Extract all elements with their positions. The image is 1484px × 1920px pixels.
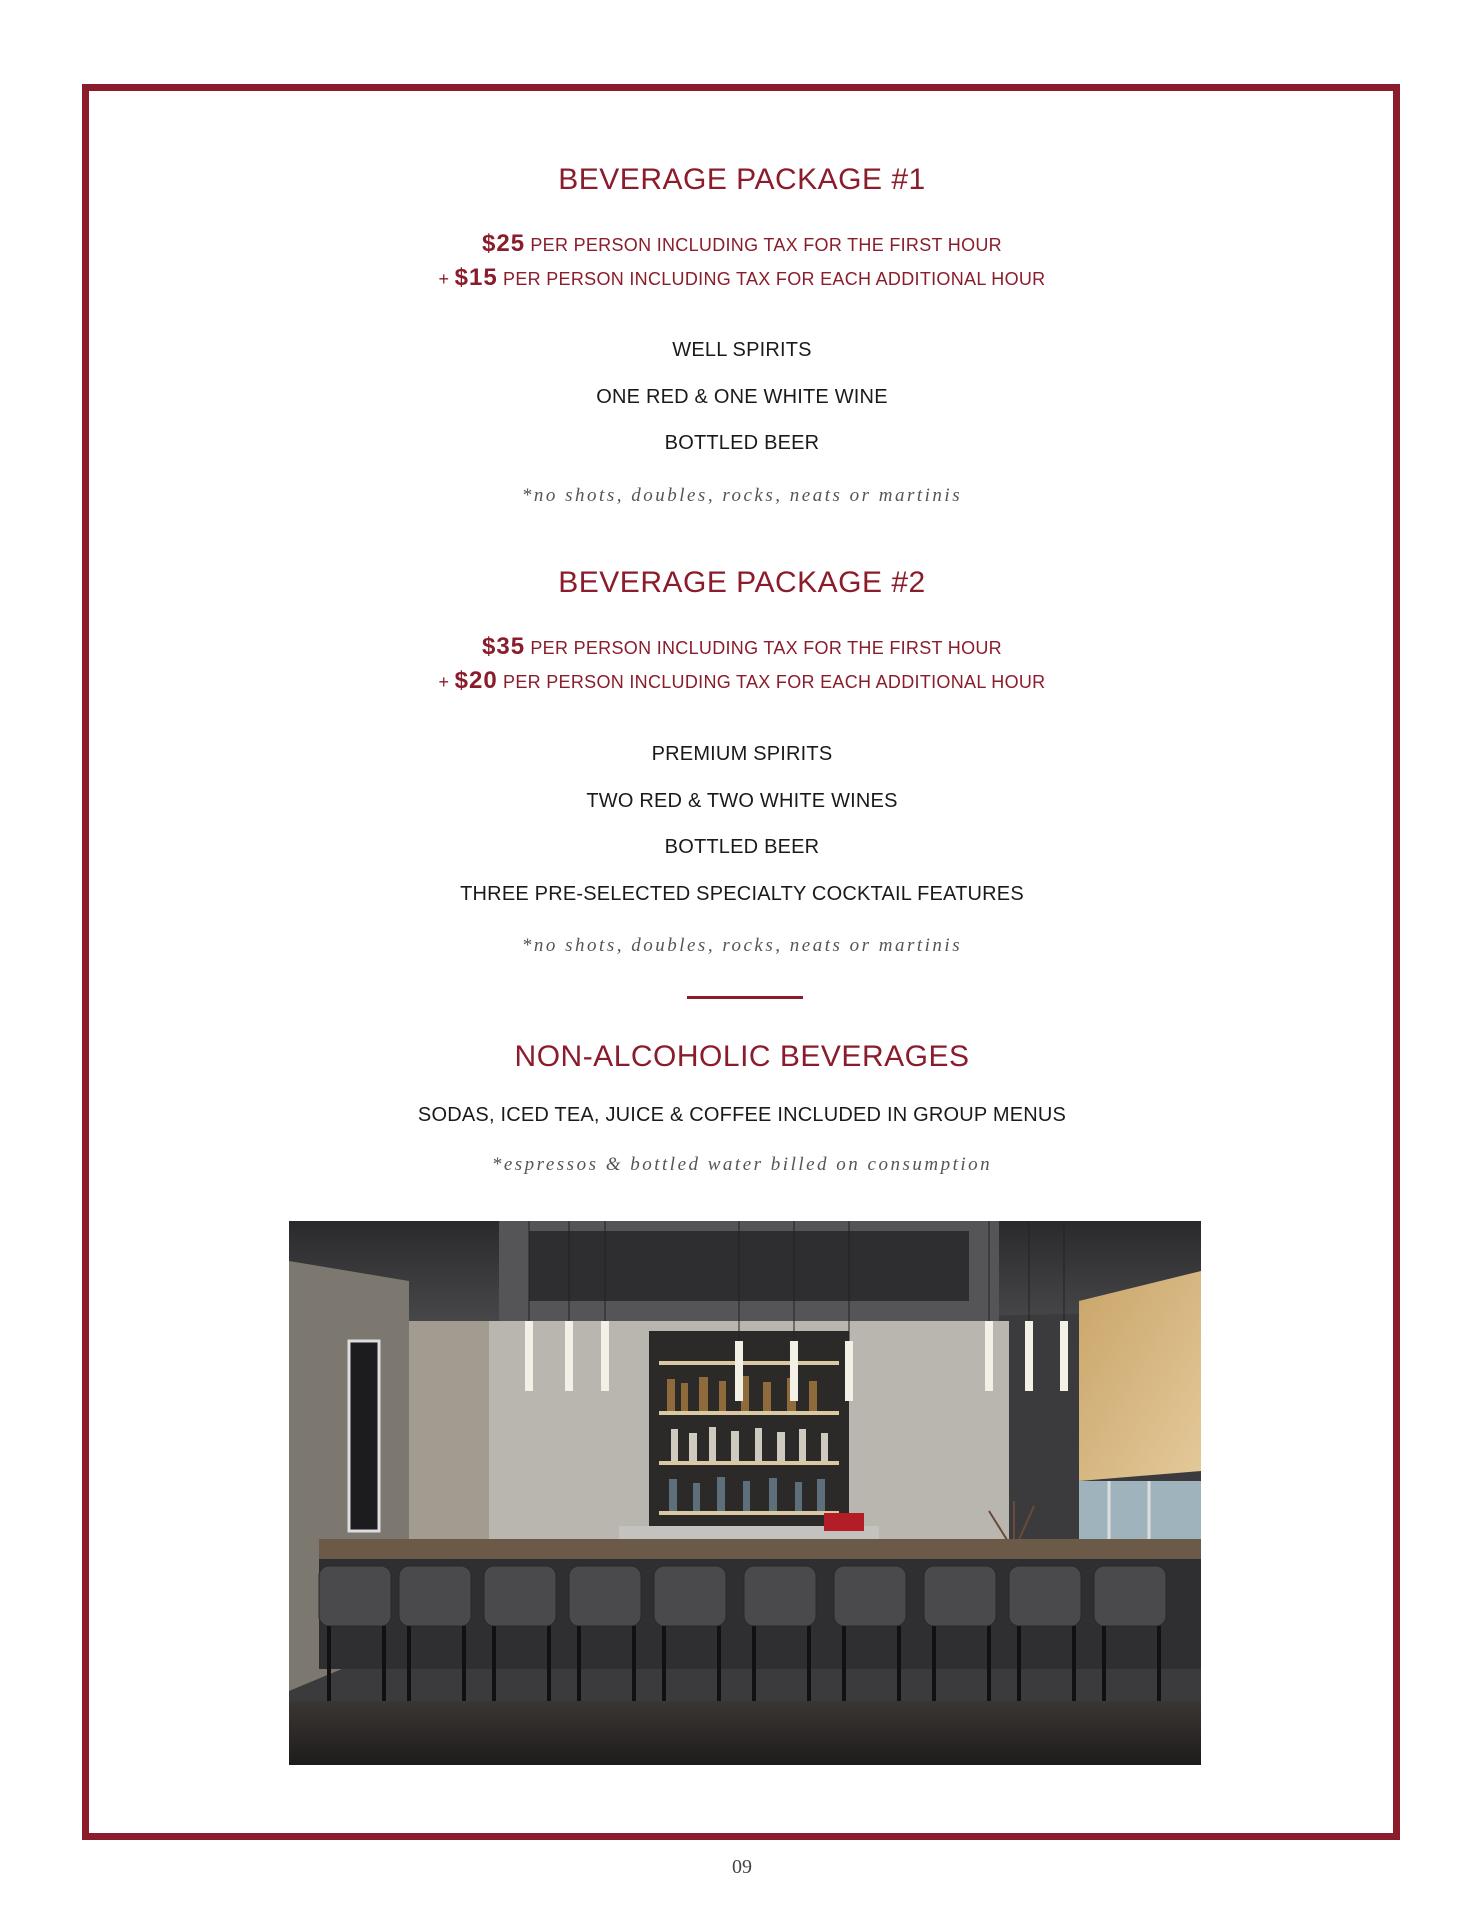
- package-1-price-prefix: +: [438, 269, 450, 289]
- package-1-price-additional-hour: [0, 261, 1484, 296]
- non-alcoholic-title: NON-ALCOHOLIC BEVERAGES: [514, 1040, 970, 1073]
- package-1-title: BEVERAGE PACKAGE #1: [558, 163, 926, 196]
- package-1-price-amount: $25: [482, 230, 526, 257]
- page-number: 09: [732, 1856, 752, 1878]
- package-2-item: BOTTLED BEER: [664, 836, 820, 858]
- package-1-additional-amount: $15: [454, 264, 498, 291]
- bar-interior-photo: [289, 1221, 1201, 1765]
- package-1-item: ONE RED & ONE WHITE WINE: [596, 386, 888, 408]
- package-1-additional-text: PER PERSON INCLUDING TAX FOR EACH ADDITIONAL HOUR: [503, 269, 1046, 289]
- package-2-price-text: PER PERSON INCLUDING TAX FOR THE FIRST HOUR: [530, 638, 1002, 658]
- package-1-item: WELL SPIRITS: [672, 339, 812, 361]
- package-2-price-first-hour: [0, 630, 1484, 665]
- package-2-title: BEVERAGE PACKAGE #2: [558, 566, 926, 599]
- package-1-note: *no shots, doubles, rocks, neats or martinis: [521, 485, 963, 506]
- non-alcoholic-item: SODAS, ICED TEA, JUICE & COFFEE INCLUDED IN GROUP MENUS: [417, 1104, 1067, 1126]
- package-2-item: TWO RED & TWO WHITE WINES: [586, 790, 898, 812]
- package-2-price-amount: $35: [482, 633, 526, 660]
- non-alcoholic-note: *espressos & bottled water billed on consumption: [491, 1154, 993, 1175]
- package-2-price-additional-hour: [0, 664, 1484, 699]
- package-2-item: PREMIUM SPIRITS: [651, 743, 833, 765]
- package-2-additional-amount: $20: [454, 667, 498, 694]
- section-divider: [687, 996, 803, 999]
- package-2-additional-text: PER PERSON INCLUDING TAX FOR EACH ADDITIONAL HOUR: [503, 672, 1046, 692]
- package-1-item: BOTTLED BEER: [664, 432, 820, 454]
- package-2-price-prefix: +: [438, 672, 450, 692]
- package-1-price-text: PER PERSON INCLUDING TAX FOR THE FIRST HOUR: [530, 235, 1002, 255]
- package-1-price-first-hour: [0, 227, 1484, 262]
- package-2-item: THREE PRE-SELECTED SPECIALTY COCKTAIL FEATURES: [460, 883, 1024, 905]
- package-2-note: *no shots, doubles, rocks, neats or martinis: [521, 935, 963, 956]
